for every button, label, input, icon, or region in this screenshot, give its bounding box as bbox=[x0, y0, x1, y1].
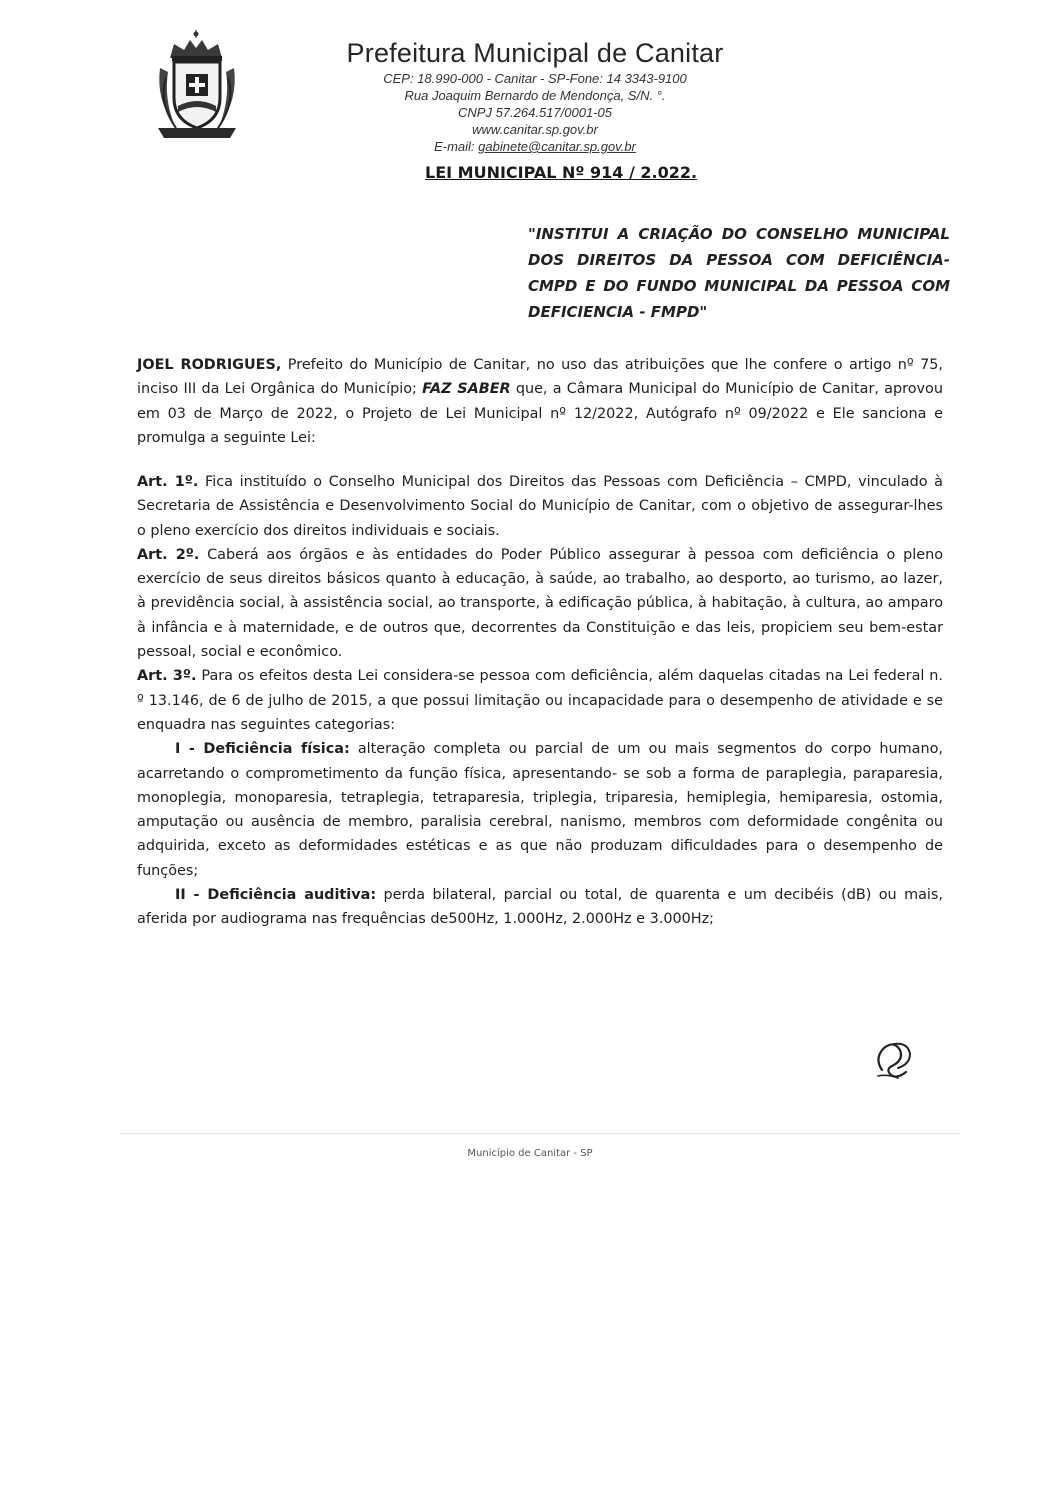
article-3 bbox=[137, 664, 943, 737]
item-1-text: alteração completa ou parcial de um ou mais segmentos do corpo humano, acarretando o comprometimento da função física, apresentando- se sob a forma de paraplegia, paraparesia, monoplegia, monoparesia, tetraplegia, tetraparesia, triplegia, triparesia, hemiplegia, hemiparesia, ostomia, amputação ou ausência de membro, paralisia cerebral, nanismo, membros com deformidade congênita ou adquirida, exceto as deformidades estéticas e as que não produzam dificuldades para o desempenho de funções; bbox=[137, 741, 943, 879]
email-line bbox=[305, 138, 765, 155]
item-2-text: perda bilateral, parcial ou total, de quarenta e um decibéis (dB) ou mais, aferida por audiograma nas frequências de500Hz, 1.000Hz, 2.000Hz e 3.000Hz; bbox=[137, 887, 943, 928]
article-1-text: Fica instituído o Conselho Municipal dos Direitos das Pessoas com Deficiência – CMPD, vinculado à Secretaria de Assistência e Desenvolvimento Social do Município de Canitar, com o objetivo de assegurar-lhes o pleno exercício dos direitos individuais e sociais. bbox=[137, 474, 943, 539]
intro-text-1: Prefeito do Município de Canitar, no uso das atribuições que lhe confere o artigo nº 75, inciso III da Lei Orgânica do Município; bbox=[137, 357, 943, 398]
article-1 bbox=[137, 470, 943, 543]
org-name: Prefeitura Municipal de Canitar bbox=[346, 38, 724, 68]
article-2-label: Art. 2º. bbox=[137, 546, 200, 563]
item-2 bbox=[137, 883, 943, 932]
footer-text: Município de Canitar - SP bbox=[467, 1148, 593, 1159]
faz-saber: FAZ SABER bbox=[422, 381, 511, 398]
law-title: LEI MUNICIPAL Nº 914 / 2.022. bbox=[425, 163, 698, 182]
item-1 bbox=[137, 737, 943, 883]
website-link[interactable]: www.canitar.sp.gov.br bbox=[472, 122, 598, 137]
intro-text-2: que, a Câmara Municipal do Município de Canitar, aprovou em 03 de Março de 2022, o Projeto de Lei Municipal nº 12/2022, Autógrafo nº 09/2022 e Ele sanciona e promulga a seguinte Lei: bbox=[137, 381, 943, 446]
article-2-text: Caberá aos órgãos e às entidades do Poder Público assegurar à pessoa com deficiência o pleno exercício de seus direitos básicos quanto à educação, à saúde, ao trabalho, ao desporto, ao turismo, ao lazer, à previdência social, à assistência social, ao transporte, à edificação pública, à habitação, à cultura, ao amparo à infância e à maternidade, e de outros que, decorrentes da Constituição e das leis, propiciem seu bem-estar pessoal, social e econômico. bbox=[137, 546, 943, 661]
article-3-label: Art. 3º. bbox=[137, 668, 197, 685]
law-ementa: "INSTITUI A CRIAÇÃO DO CONSELHO MUNICIPAL DOS DIREITOS DA PESSOA COM DEFICIÊNCIA-CMPD E DO FUNDO MUNICIPAL DA PESSOA COM DEFICIENCIA - FMPD" bbox=[528, 225, 950, 321]
mayor-name: JOEL RODRIGUES, bbox=[137, 357, 282, 373]
letterhead bbox=[305, 38, 765, 155]
address-line: Rua Joaquim Bernardo de Mendonça, S/N. °. bbox=[404, 88, 666, 103]
footer-divider bbox=[120, 1133, 960, 1134]
signature-initials bbox=[868, 1036, 918, 1084]
cep-phone-line: CEP: 18.990-000 - Canitar - SP-Fone: 14 3343-9100 bbox=[383, 71, 687, 86]
email-label: E-mail: bbox=[434, 139, 479, 154]
article-1-label: Art. 1º. bbox=[137, 474, 199, 490]
item-2-label: II - Deficiência auditiva: bbox=[175, 887, 377, 904]
municipal-crest-logo bbox=[150, 28, 245, 148]
article-2 bbox=[137, 543, 943, 664]
intro-paragraph bbox=[137, 353, 943, 450]
articles-section bbox=[137, 470, 943, 932]
article-3-text: Para os efeitos desta Lei considera-se pessoa com deficiência, além daquelas citadas na Lei federal n. º 13.146, de 6 de julho de 2015, a que possui limitação ou incapacidade para o desempenho de atividade e se enquadra nas seguintes categorias: bbox=[137, 668, 943, 733]
email-link[interactable]: gabinete@canitar.sp.gov.br bbox=[478, 139, 636, 154]
cnpj-line: CNPJ 57.264.517/0001-05 bbox=[458, 105, 612, 120]
item-1-label: I - Deficiência física: bbox=[175, 741, 350, 758]
